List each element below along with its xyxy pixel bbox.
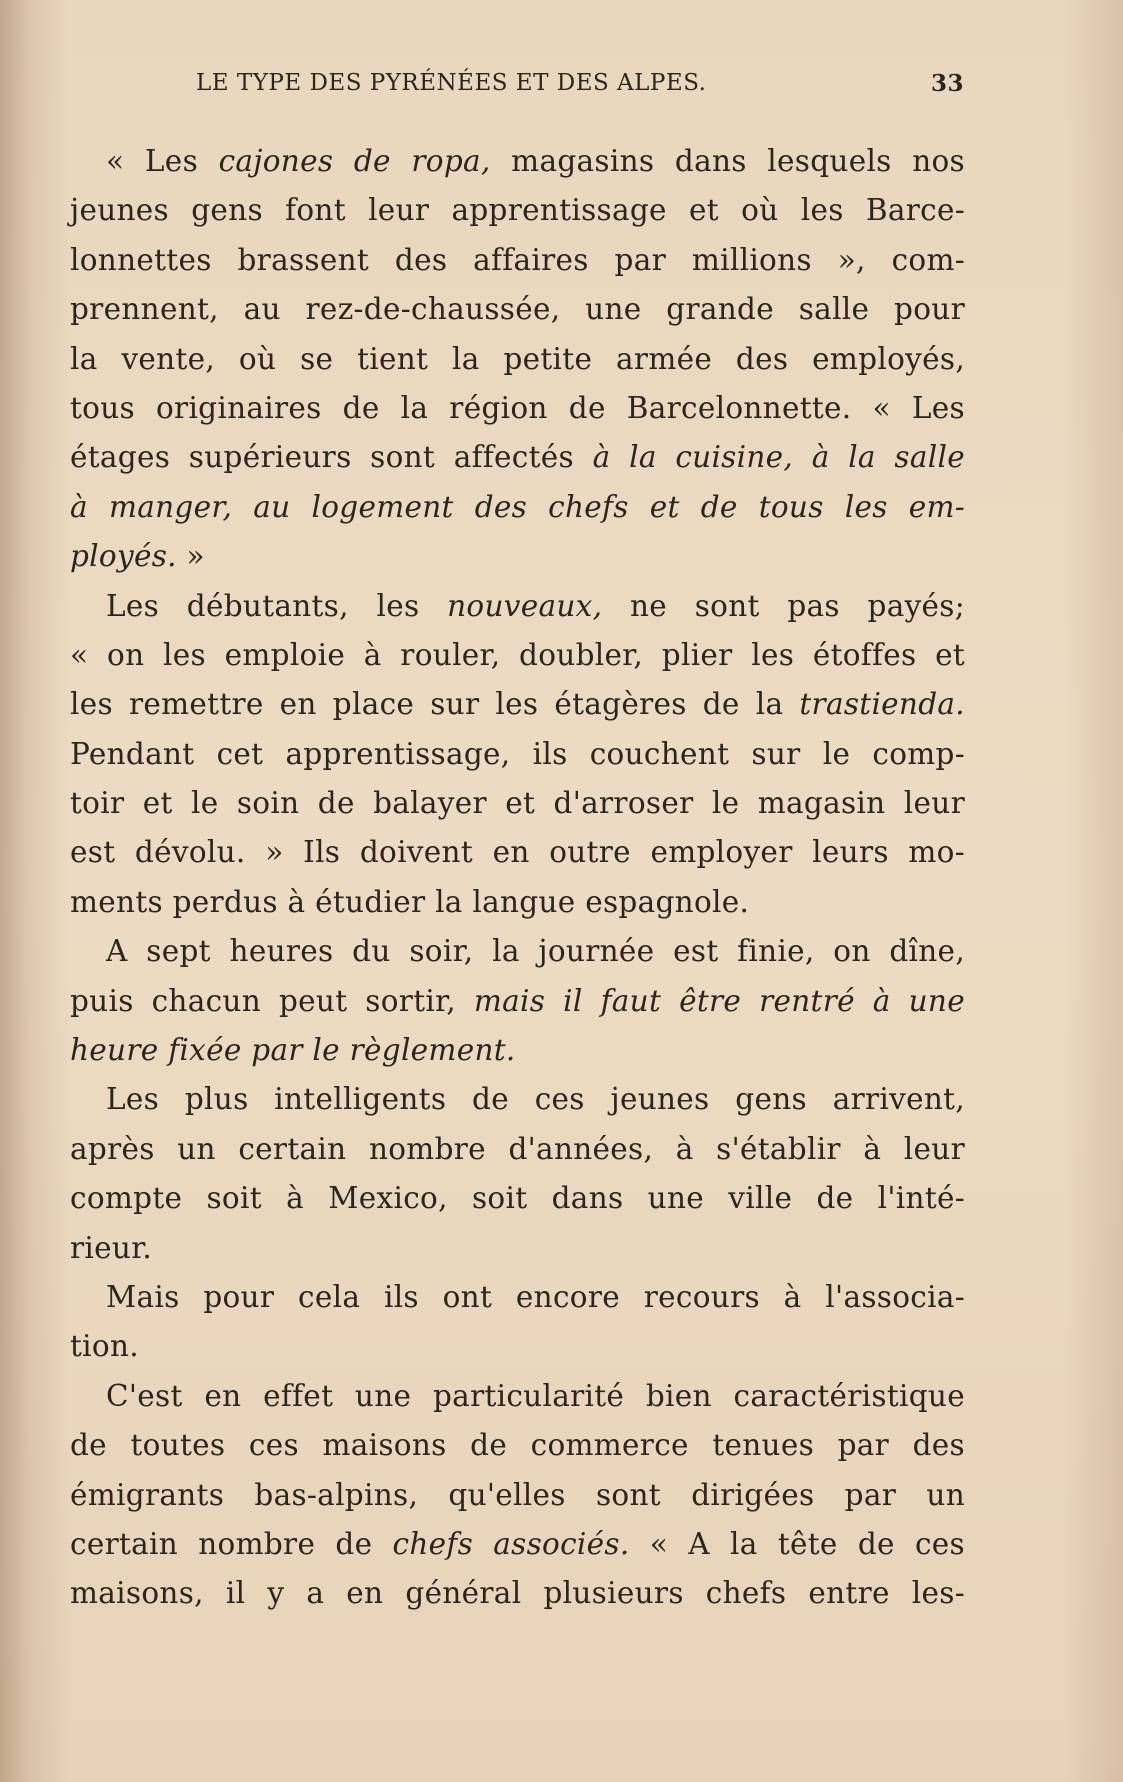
text-line — [70, 285, 965, 334]
text-run: Les débutants, les — [106, 588, 448, 623]
running-title: LE TYPE DES PYRÉNÉES ET DES ALPES. — [196, 70, 707, 96]
italic-run: cajones de ropa, — [218, 144, 491, 178]
text-line — [70, 1075, 965, 1124]
italic-run: chefs associés. — [392, 1526, 630, 1561]
text-run: émigrants bas-alpins, qu'elles sont dirigées par un — [70, 1477, 965, 1512]
text-line — [70, 532, 965, 581]
text-run: les remettre en place sur les étagères de la — [70, 687, 800, 722]
italic-run: heure fixée par le règlement. — [70, 1033, 516, 1068]
text-line — [70, 927, 965, 976]
text-run: étages supérieurs sont affectés — [70, 440, 593, 475]
text-line — [70, 1125, 965, 1174]
text-line — [70, 1372, 965, 1421]
text-run: lonnettes brassent des affaires par millions », com- — [70, 242, 965, 277]
text-line — [70, 1471, 965, 1520]
text-run: puis chacun peut sortir, — [70, 983, 474, 1018]
text-run: magasins dans lesquels nos — [490, 144, 965, 178]
text-run: Pendant cet apprentissage, ils couchent sur le comp- — [70, 736, 965, 771]
page-number: 33 — [930, 70, 964, 97]
text-line — [70, 433, 965, 482]
text-line — [70, 236, 965, 285]
text-line — [70, 582, 965, 631]
text-run: de toutes ces maisons de commerce tenues par des — [70, 1428, 965, 1463]
text-line — [70, 483, 965, 532]
italic-run: à la cuisine, à la salle — [592, 440, 965, 475]
text-run: tous originaires de la région de Barcelonnette. « Les — [70, 390, 965, 425]
text-run: A sept heures du soir, la journée est finie, on dîne, — [106, 934, 965, 969]
text-run: Les plus intelligents de ces jeunes gens arrivent, — [106, 1082, 965, 1117]
text-run: la vente, où se tient la petite armée des employés, — [70, 341, 965, 376]
text-run: » — [176, 539, 205, 574]
text-line — [70, 779, 965, 828]
text-line — [70, 730, 965, 779]
text-line — [70, 878, 965, 927]
text-run: maisons, il y a en général plusieurs chefs entre les- — [70, 1576, 965, 1611]
body-text — [70, 137, 965, 1619]
text-line — [70, 1520, 965, 1569]
text-line — [70, 977, 965, 1026]
italic-run: trastienda. — [799, 687, 965, 722]
text-run: tion. — [70, 1329, 139, 1364]
text-line — [70, 1026, 965, 1075]
text-run: toir et le soin de balayer et d'arroser le magasin leur — [70, 786, 965, 821]
text-line — [70, 1322, 965, 1371]
text-line — [70, 137, 965, 186]
text-line — [70, 1421, 965, 1470]
text-run: compte soit à Mexico, soit dans une ville de l'inté- — [70, 1181, 965, 1216]
text-run: « A la tête de ces — [629, 1526, 965, 1561]
text-line — [70, 631, 965, 680]
text-run: « Les — [106, 144, 219, 178]
text-line — [70, 680, 965, 729]
text-line — [70, 1174, 965, 1223]
text-run: prennent, au rez-de-chaussée, une grande salle pour — [70, 292, 965, 327]
italic-run: à manger, au logement des chefs et de tous les em- — [70, 489, 965, 524]
text-line — [70, 1224, 965, 1273]
text-run: ne sont pas payés; — [602, 588, 965, 623]
text-line — [70, 828, 965, 877]
text-line — [70, 335, 965, 384]
text-run: rieur. — [70, 1230, 153, 1265]
text-run: C'est en effet une particularité bien caractéristique — [106, 1378, 965, 1413]
text-line — [70, 1569, 965, 1618]
italic-run: nouveaux, — [447, 588, 603, 623]
text-run: ments perdus à étudier la langue espagnole. — [70, 884, 750, 919]
text-line — [70, 186, 965, 235]
text-run: Mais pour cela ils ont encore recours à l'associa- — [106, 1279, 965, 1314]
text-run: est dévolu. » Ils doivent en outre employer leurs mo- — [70, 835, 965, 870]
text-run: après un certain nombre d'années, à s'établir à leur — [70, 1131, 965, 1166]
italic-run: mais il faut être rentré à une — [473, 983, 965, 1018]
text-run: jeunes gens font leur apprentissage et où les Barce- — [70, 193, 965, 228]
text-run: « on les emploie à rouler, doubler, plier les étoffes et — [70, 637, 965, 672]
text-run: certain nombre de — [70, 1526, 393, 1561]
italic-run: ployés. — [70, 539, 177, 574]
page-header — [196, 70, 964, 110]
text-line — [70, 1273, 965, 1322]
text-line — [70, 384, 965, 433]
